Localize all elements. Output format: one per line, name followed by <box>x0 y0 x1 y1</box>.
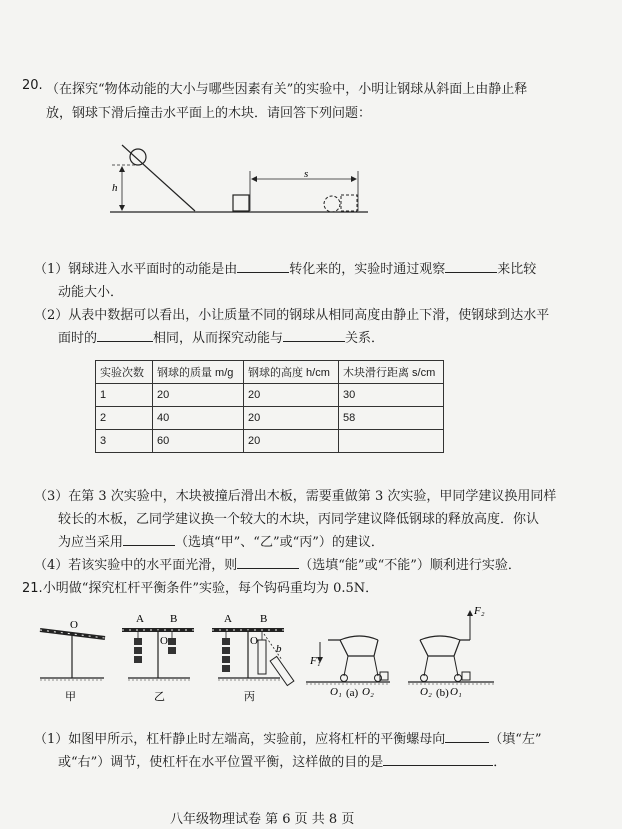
weight-yi <box>168 647 176 654</box>
table-cell: 2 <box>96 407 153 430</box>
figure-b-cart <box>408 605 494 699</box>
obstacle-b <box>462 672 470 680</box>
distance-label: s <box>304 168 309 180</box>
cart-body-b <box>420 640 470 656</box>
pivot-o2-label-a: O₂ <box>362 686 374 698</box>
pivot-label-bing: O <box>250 635 258 647</box>
table-row <box>96 407 444 430</box>
figure-bing <box>212 613 294 703</box>
cart-leg-a <box>344 656 348 676</box>
spring-scale-vertical <box>258 640 266 674</box>
ball-final-dashed <box>324 196 340 212</box>
lever-figures <box>10 600 610 710</box>
q20-part3-line3 <box>58 531 384 550</box>
cart-leg-b <box>424 656 428 676</box>
table-header-cell: 木块滑行距离 s/cm <box>339 361 444 384</box>
q20-part1-text-b: 转化来的，实验时通过观察 <box>289 262 446 277</box>
caption-jia: 甲 <box>65 691 76 703</box>
q21-part1-line1 <box>34 728 542 747</box>
spring-b-label: b <box>276 643 282 655</box>
force-f2-label: F₂ <box>474 605 485 617</box>
q20-part2-blank1[interactable] <box>97 329 153 342</box>
figure-a-cart <box>306 636 390 699</box>
weight-bing <box>222 638 230 645</box>
q21-part1-blank1[interactable] <box>445 730 489 743</box>
question-20-intro-line2: 放，钢球下滑后撞击水平面上的木块．请回答下列问题： <box>46 106 372 121</box>
q21-part1-line2 <box>58 751 506 770</box>
table-row <box>96 384 444 407</box>
table-header-row <box>96 361 444 384</box>
q20-part4-text-b: （选填“能”或“不能”）顺利进行实验． <box>299 558 521 573</box>
table-header-cell: 钢球的质量 m/g <box>153 361 244 384</box>
cart-leg-a <box>374 656 378 676</box>
q20-part1-blank1[interactable] <box>237 260 289 273</box>
question-21-number: 21. <box>22 581 43 596</box>
q21-part1-text-c: 或“右”）调节，使杠杆在水平位置平衡，这样做的目的是 <box>58 755 384 770</box>
block-final-dashed <box>341 195 357 211</box>
caption-a: (a) <box>346 687 359 699</box>
table-cell: 60 <box>153 430 244 453</box>
q20-part3-blank[interactable] <box>123 533 175 546</box>
q20-part1-text-a: （1）钢球进入水平面时的动能是由 <box>34 262 238 277</box>
cart-body-a <box>328 640 378 656</box>
weight-yi <box>134 647 142 654</box>
incline-surface <box>122 145 195 211</box>
q20-part3-line1: （3）在第 3 次实验中，木块被撞后滑出木板，需要重做第 3 次实验，甲同学建议换用同样 <box>34 489 557 504</box>
q21-part1-text-b: （填“左” <box>489 732 542 747</box>
q20-part1-line2: 动能大小． <box>58 285 124 300</box>
question-21-intro: 小明做“探究杠杆平衡条件”实验，每个钩码重均为 0.5N． <box>42 581 379 596</box>
spring-scale-tilted <box>270 656 294 685</box>
pivot-o2-label-b: O₂ <box>420 686 432 698</box>
table-cell: 40 <box>153 407 244 430</box>
table-cell <box>339 430 444 453</box>
pivot-label-jia: O <box>70 619 78 631</box>
q20-part3-text-a: 为应当采用 <box>58 535 124 550</box>
q20-part1-text-c: 来比较 <box>497 262 537 277</box>
point-a-label-yi: A <box>136 613 144 625</box>
force-f1-label: F₁ <box>310 655 321 667</box>
q21-part1-blank2[interactable] <box>383 753 493 766</box>
table-cell: 20 <box>244 430 339 453</box>
table-cell: 20 <box>244 407 339 430</box>
pivot-label-yi: O <box>160 635 168 647</box>
q20-part3-text-b: （选填“甲”、“乙”或“丙”）的建议． <box>175 535 384 550</box>
weight-bing <box>222 647 230 654</box>
cart-leg-b <box>454 656 458 676</box>
weight-bing <box>222 656 230 663</box>
height-label: h <box>112 182 118 194</box>
table-cell: 30 <box>339 384 444 407</box>
table-cell: 1 <box>96 384 153 407</box>
table-cell: 20 <box>244 384 339 407</box>
q20-part2-text-b: 相同，从而探究动能与 <box>153 331 284 346</box>
pivot-o1-label-b: O₁ <box>450 686 462 698</box>
distance-arrow-right <box>351 176 357 182</box>
experiment-data-table <box>95 360 444 453</box>
q20-part2-blank2[interactable] <box>283 329 345 342</box>
q20-part2-line1: （2）从表中数据可以看出，小让质量不同的钢球从相同高度由静止下滑，使钢球到达水平 <box>34 308 550 323</box>
weight-yi <box>168 638 176 645</box>
table-cell: 3 <box>96 430 153 453</box>
caption-bing: 丙 <box>244 691 255 703</box>
question-20-number: 20. <box>22 78 43 93</box>
cart-bucket-a <box>340 636 378 640</box>
q20-part1-blank2[interactable] <box>445 260 497 273</box>
q21-part1-text-d: ． <box>493 755 507 770</box>
caption-b: (b) <box>436 687 449 699</box>
q20-part4-line <box>34 554 521 573</box>
cart-bucket-b <box>420 636 460 640</box>
table-cell: 20 <box>153 384 244 407</box>
page-footer: 八年级物理试卷 第 6 页 共 8 页 <box>170 812 355 827</box>
steel-ball <box>130 149 146 165</box>
distance-arrow-left <box>251 176 257 182</box>
weight-yi <box>134 638 142 645</box>
caption-yi: 乙 <box>154 691 165 703</box>
q20-part3-line2: 较长的木板，乙同学建议换一个较大的木块，丙同学建议降低钢球的释放高度．你认 <box>58 512 540 527</box>
pivot-o1-label-a: O₁ <box>330 686 342 698</box>
q20-part2-text-c: 关系． <box>345 331 385 346</box>
weight-yi <box>134 656 142 663</box>
height-arrow-down <box>119 205 125 211</box>
q20-part1-line1 <box>34 258 536 277</box>
table-cell: 58 <box>339 407 444 430</box>
point-b-label-bing: B <box>260 613 268 625</box>
table-row <box>96 430 444 453</box>
question-21 <box>22 577 378 596</box>
q20-part4-blank[interactable] <box>237 556 299 569</box>
wood-block <box>233 195 249 211</box>
point-a-label-bing: A <box>224 613 232 625</box>
question-20-intro-line1: （在探究“物体动能的大小与哪些因素有关”的实验中，小明让钢球从斜面上由静止释 <box>46 82 528 97</box>
figure-yi <box>122 613 194 703</box>
q21-part1-text-a: （1）如图甲所示，杠杆静止时左端高，实验前，应将杠杆的平衡螺母向 <box>34 732 446 747</box>
force-f2-arrowhead <box>467 610 473 616</box>
figure-jia <box>40 619 105 703</box>
height-arrow-up <box>119 166 125 172</box>
q20-part2-text-a: 面时的 <box>58 331 98 346</box>
point-b-label-yi: B <box>170 613 178 625</box>
incline-experiment-figure <box>100 135 400 225</box>
weight-bing <box>222 665 230 672</box>
q20-part4-text-a: （4）若该实验中的水平面光滑，则 <box>34 558 238 573</box>
q20-part2-line2 <box>58 327 384 346</box>
table-header-cell: 实验次数 <box>96 361 153 384</box>
table-header-cell: 钢球的高度 h/cm <box>244 361 339 384</box>
